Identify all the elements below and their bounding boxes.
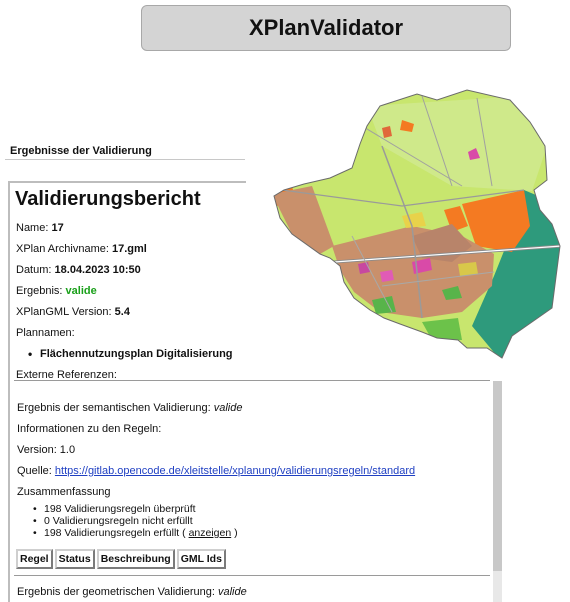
source-link[interactable]: https://gitlab.opencode.de/xleitstelle/xplanung/validierungsregeln/standard [54, 465, 416, 477]
plans-label: Plannamen: [16, 327, 75, 339]
report-title: Validierungsbericht [15, 188, 201, 210]
report-name-row [16, 222, 64, 234]
source-label: Quelle: [17, 465, 52, 477]
app-title: XPlanValidator [248, 15, 404, 40]
date-label: Datum: [16, 264, 52, 276]
geometric-result-value: valide [217, 586, 247, 598]
col-description: Beschreibung [97, 549, 175, 569]
archive-label: XPlan Archivname: [16, 243, 109, 255]
report-date-row [16, 264, 141, 276]
panel-scrollbar[interactable] [493, 381, 502, 602]
col-gml-ids: GML Ids [177, 549, 226, 569]
plan-map-image [262, 86, 562, 362]
name-value: 17 [51, 222, 64, 234]
app-title-bar [141, 5, 511, 51]
summary-item-passed: • 198 Validierungsregeln erfüllt ( anzeigen ) [44, 527, 238, 539]
external-refs-label: Externe Referenzen: [16, 369, 117, 381]
semantic-result-row [17, 402, 242, 414]
summary-item-checked: • 198 Validierungsregeln überprüft [44, 503, 238, 515]
rules-version: Version: 1.0 [17, 444, 76, 456]
semantic-validation-panel [14, 380, 490, 576]
archive-value: 17.gml [112, 243, 147, 255]
scrollbar-thumb[interactable] [493, 381, 502, 571]
plan-name-item: • Flächennutzungsplan Digitalisierung [40, 348, 233, 360]
col-rule: Regel [16, 549, 53, 569]
col-status: Status [55, 549, 95, 569]
report-version-row [16, 306, 130, 318]
geometric-result-label: Ergebnis der geometrischen Validierung: [17, 586, 215, 598]
results-heading: Ergebnisse der Validierung [10, 145, 152, 157]
date-value: 18.04.2023 10:50 [54, 264, 141, 276]
summary-list [44, 503, 238, 539]
rules-source-row [17, 465, 415, 477]
rules-table-header [16, 549, 226, 569]
geometric-result-row [17, 586, 247, 598]
semantic-result-value: valide [213, 402, 243, 414]
result-label: Ergebnis: [16, 285, 63, 297]
report-result-row [16, 285, 97, 297]
summary-label: Zusammenfassung [17, 486, 111, 498]
semantic-result-label: Ergebnis der semantischen Validierung: [17, 402, 211, 414]
version-label: XPlanGML Version: [16, 306, 112, 318]
report-archive-row [16, 243, 147, 255]
show-rules-link[interactable]: anzeigen [188, 527, 232, 539]
version-value: 5.4 [114, 306, 130, 318]
result-value: valide [65, 285, 97, 297]
rules-info-label: Informationen zu den Regeln: [17, 423, 162, 435]
results-divider [5, 159, 245, 160]
name-label: Name: [16, 222, 49, 234]
summary-item-failed: • 0 Validierungsregeln nicht erfüllt [44, 515, 238, 527]
